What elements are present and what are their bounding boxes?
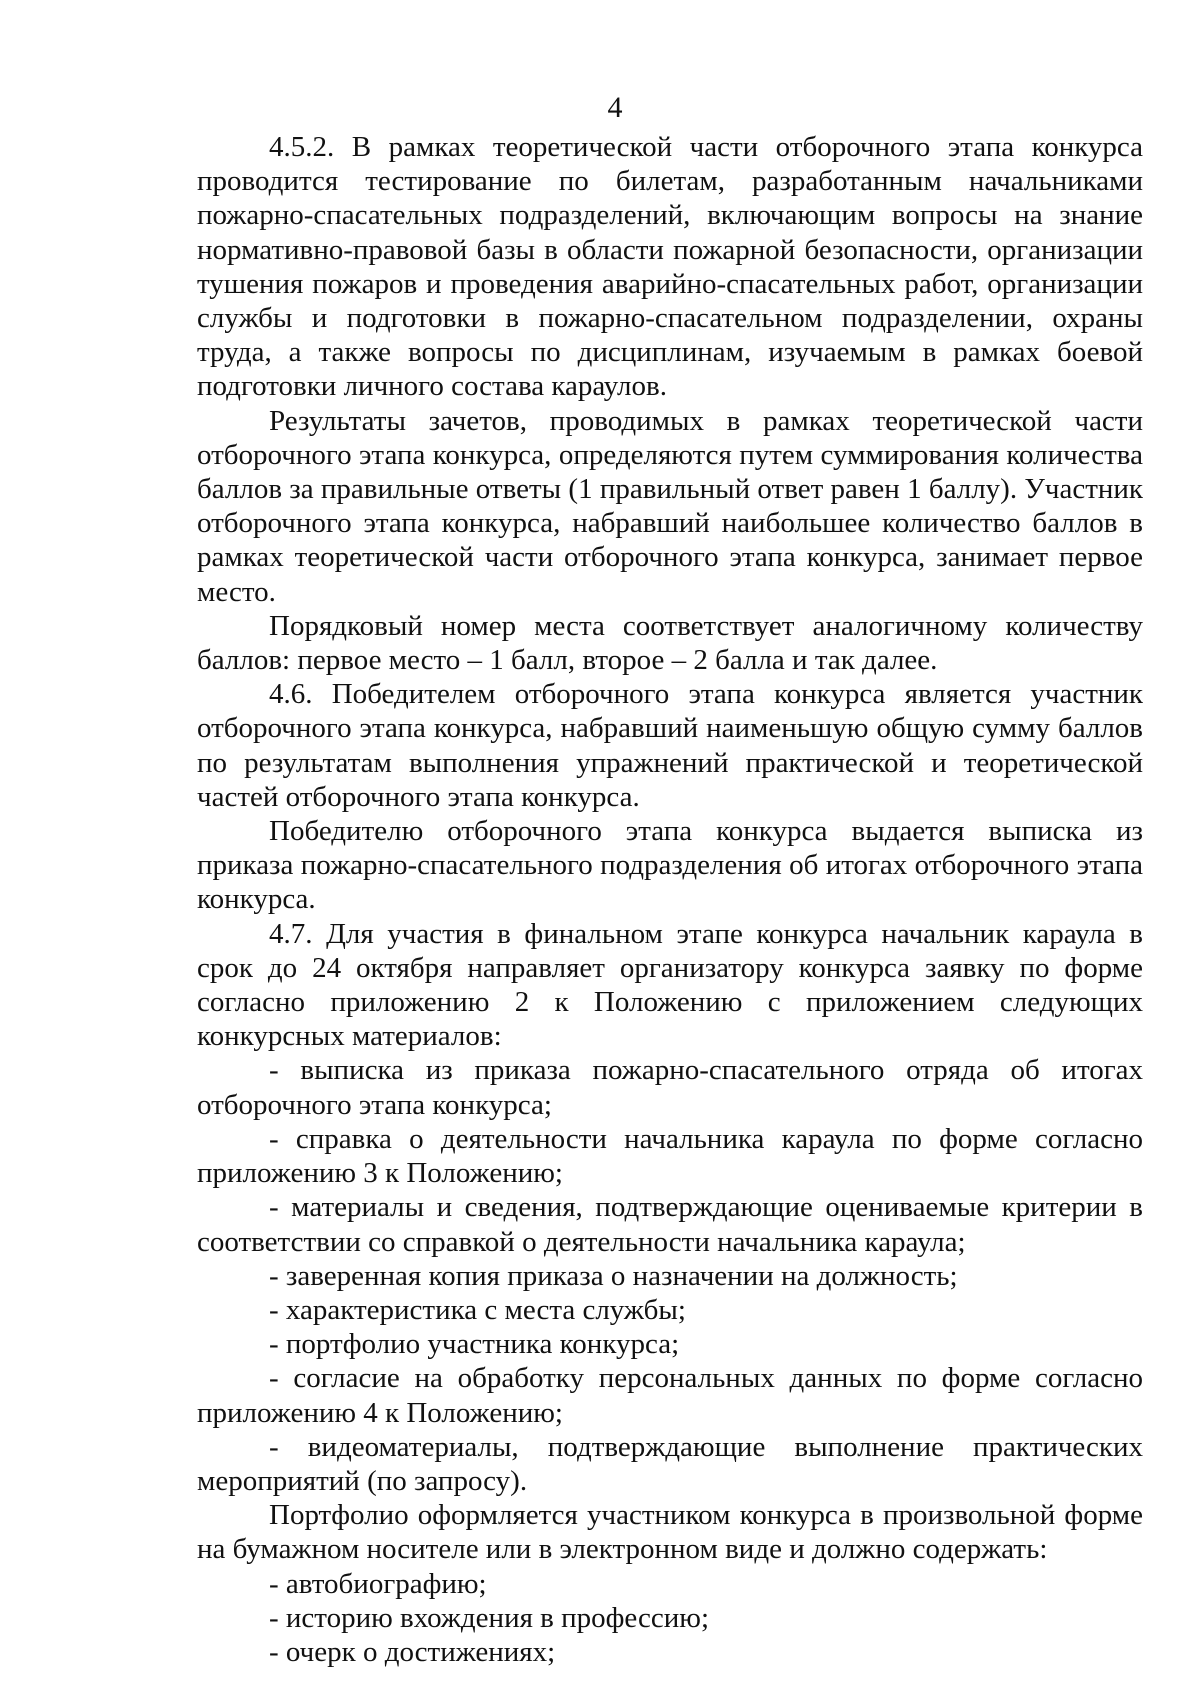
paragraph-4-5-2: 4.5.2. В рамках теоретической части отборочного этапа конкурса проводится тестирование по билетам, разработанным начальниками пожарно-спасательных подразделений, включающим вопросы на знание нормативно-правовой базы в области пожарной безопасности, организации тушения пожаров и проведения аварийно-спасательных работ, организации службы и подготовки в пожарно-спасательном подразделении, охраны труда, а также вопросы по дисциплинам, изучаемым в рамках боевой подготовки личного состава караулов. [197, 131, 1143, 403]
list-item: - заверенная копия приказа о назначении на должность; [269, 1259, 958, 1292]
page-number: 4 [607, 91, 623, 124]
list-item: - видеоматериалы, подтверждающие выполнение практических мероприятий (по запросу). [197, 1430, 1143, 1497]
paragraph-results: Результаты зачетов, проводимых в рамках теоретической части отборочного этапа конкурса, определяются путем суммирования количества баллов за правильные ответы (1 правильный ответ равен 1 баллу). Участник отборочного этапа конкурса, набравший наибольшее количество баллов в рамках теоретической части отборочного этапа конкурса, занимает первое место. [197, 404, 1143, 608]
paragraph-place-number: Порядковый номер места соответствует аналогичному количеству баллов: первое место – 1 балл, второе – 2 балла и так далее. [197, 609, 1143, 677]
list-item: - портфолио участника конкурса; [269, 1328, 680, 1361]
list-item: - справка о деятельности начальника караула по форме согласно приложению 3 к Положению; [197, 1122, 1143, 1190]
paragraph-4-6: 4.6. Победителем отборочного этапа конкурса является участник отборочного этапа конкурса, набравший наименьшую общую сумму баллов по результатам выполнения упражнений практической и теоретической частей отборочного этапа конкурса. [197, 678, 1143, 813]
list-item: - выписка из приказа пожарно-спасательного отряда об итогах отборочного этапа конкурса; [197, 1054, 1143, 1121]
list-item: - согласие на обработку персональных данных по форме согласно приложению 4 к Положению; [197, 1362, 1143, 1429]
paragraph-winner-extract: Победителю отборочного этапа конкурса выдается выписка из приказа пожарно-спасательного подразделения об итогах отборочного этапа конкурса. [197, 815, 1143, 916]
list-item: - характеристика с места службы; [269, 1293, 686, 1326]
list-item: - историю вхождения в профессию; [269, 1601, 710, 1634]
paragraph-portfolio: Портфолио оформляется участником конкурса в произвольной форме на бумажном носителе или в электронном виде и должно содержать: [197, 1499, 1143, 1566]
list-item: - автобиографию; [269, 1567, 487, 1600]
list-item: - материалы и сведения, подтверждающие оцениваемые критерии в соответствии со справкой о деятельности начальника караула; [197, 1191, 1143, 1258]
document-body [197, 130, 1143, 1669]
list-item: - очерк о достижениях; [269, 1635, 556, 1668]
paragraph-4-7: 4.7. Для участия в финальном этапе конкурса начальник караула в срок до 24 октября направляет организатору конкурса заявку по форме согласно приложению 2 к Положению с приложением следующих конкурсных материалов: [197, 917, 1143, 1053]
